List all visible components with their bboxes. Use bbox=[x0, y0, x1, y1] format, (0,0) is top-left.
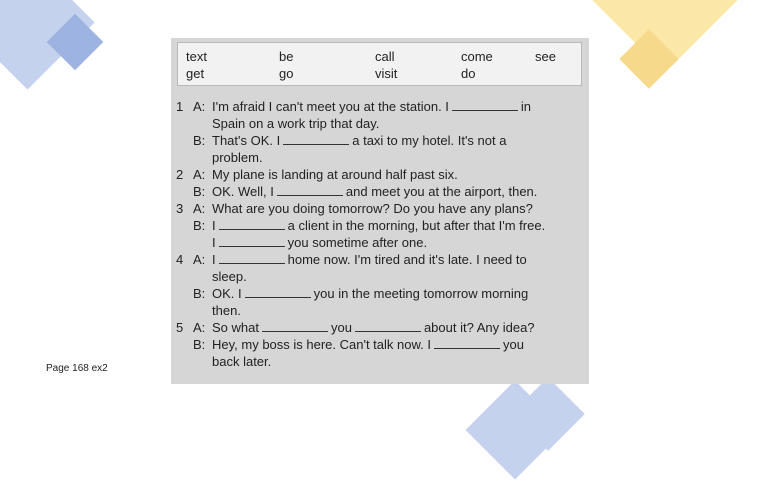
word-box-item: go bbox=[279, 66, 294, 81]
text-segment: problem. bbox=[212, 150, 263, 165]
answer-blank bbox=[219, 252, 285, 264]
text-segment: That's OK. I bbox=[212, 133, 281, 148]
dialogue-text bbox=[212, 167, 458, 183]
dialogue-text bbox=[212, 320, 535, 336]
text-segment: back later. bbox=[212, 354, 272, 369]
dialogue-text bbox=[212, 286, 528, 302]
answer-blank bbox=[262, 320, 328, 332]
text-segment: and meet you at the airport, then. bbox=[345, 184, 538, 199]
page-caption: Page 168 ex2 bbox=[46, 363, 108, 374]
exercise-number: 2 bbox=[176, 167, 184, 182]
text-segment: OK. I bbox=[212, 286, 242, 301]
text-segment: OK. Well, I bbox=[212, 184, 274, 199]
exercise-number: 1 bbox=[176, 99, 184, 114]
text-segment: in bbox=[520, 99, 532, 114]
text-segment: What are you doing tomorrow? Do you have any plans? bbox=[212, 201, 533, 216]
word-box-item: call bbox=[375, 49, 395, 64]
speaker-label: B: bbox=[193, 218, 206, 233]
dialogue-text bbox=[212, 133, 506, 149]
answer-blank bbox=[434, 337, 500, 349]
speaker-label: A: bbox=[193, 252, 206, 267]
text-segment: I'm afraid I can't meet you at the station. I bbox=[212, 99, 449, 114]
text-segment: I bbox=[212, 252, 216, 267]
speaker-label: B: bbox=[193, 133, 206, 148]
word-box-item: see bbox=[535, 49, 556, 64]
word-box-item: come bbox=[461, 49, 493, 64]
speaker-label: A: bbox=[193, 99, 206, 114]
answer-blank bbox=[355, 320, 421, 332]
dialogue-text bbox=[212, 218, 545, 234]
dialogue-text bbox=[212, 303, 241, 319]
speaker-label: B: bbox=[193, 337, 206, 352]
exercise-scan bbox=[171, 38, 589, 384]
dialogue-text bbox=[212, 150, 263, 166]
dialogue-text bbox=[212, 252, 527, 268]
exercise-number: 5 bbox=[176, 320, 184, 335]
text-segment: Spain on a work trip that day. bbox=[212, 116, 380, 131]
word-box bbox=[177, 42, 582, 86]
text-segment: Hey, my boss is here. Can't talk now. I bbox=[212, 337, 431, 352]
dialogue-text bbox=[212, 116, 379, 132]
text-segment: you bbox=[330, 320, 352, 335]
answer-blank bbox=[277, 184, 343, 196]
answer-blank bbox=[219, 218, 285, 230]
text-segment: you bbox=[503, 337, 524, 352]
text-segment: I bbox=[212, 235, 216, 250]
dialogue-text bbox=[212, 354, 271, 370]
dialogue-text bbox=[212, 184, 537, 200]
answer-blank bbox=[245, 286, 311, 298]
exercise-number: 4 bbox=[176, 252, 184, 267]
dialogue-text bbox=[212, 337, 524, 353]
speaker-label: A: bbox=[193, 167, 206, 182]
speaker-label: B: bbox=[193, 286, 206, 301]
text-segment: I bbox=[212, 218, 216, 233]
speaker-label: B: bbox=[193, 184, 206, 199]
word-box-item: visit bbox=[375, 66, 398, 81]
text-segment: sleep. bbox=[212, 269, 247, 284]
text-segment: My plane is landing at around half past six. bbox=[212, 167, 458, 182]
word-box-item: be bbox=[279, 49, 294, 64]
text-segment: you in the meeting tomorrow morning bbox=[313, 286, 529, 301]
text-segment: you sometime after one. bbox=[287, 235, 428, 250]
exercise-number: 3 bbox=[176, 201, 184, 216]
text-segment: So what bbox=[212, 320, 259, 335]
text-segment: about it? Any idea? bbox=[423, 320, 535, 335]
speaker-label: A: bbox=[193, 201, 206, 216]
speaker-label: A: bbox=[193, 320, 206, 335]
word-box-item: get bbox=[186, 66, 205, 81]
word-box-item: do bbox=[461, 66, 476, 81]
dialogue-text bbox=[212, 269, 247, 285]
text-segment: then. bbox=[212, 303, 241, 318]
word-box-item: text bbox=[186, 49, 207, 64]
dialogue-text bbox=[212, 201, 533, 217]
dialogue-text bbox=[212, 99, 531, 115]
text-segment: home now. I'm tired and it's late. I need to bbox=[287, 252, 527, 267]
dialogue-text bbox=[212, 235, 427, 251]
answer-blank bbox=[219, 235, 285, 247]
text-segment: a taxi to my hotel. It's not a bbox=[352, 133, 507, 148]
answer-blank bbox=[283, 133, 349, 145]
answer-blank bbox=[452, 99, 518, 111]
text-segment: a client in the morning, but after that I'm free. bbox=[287, 218, 546, 233]
